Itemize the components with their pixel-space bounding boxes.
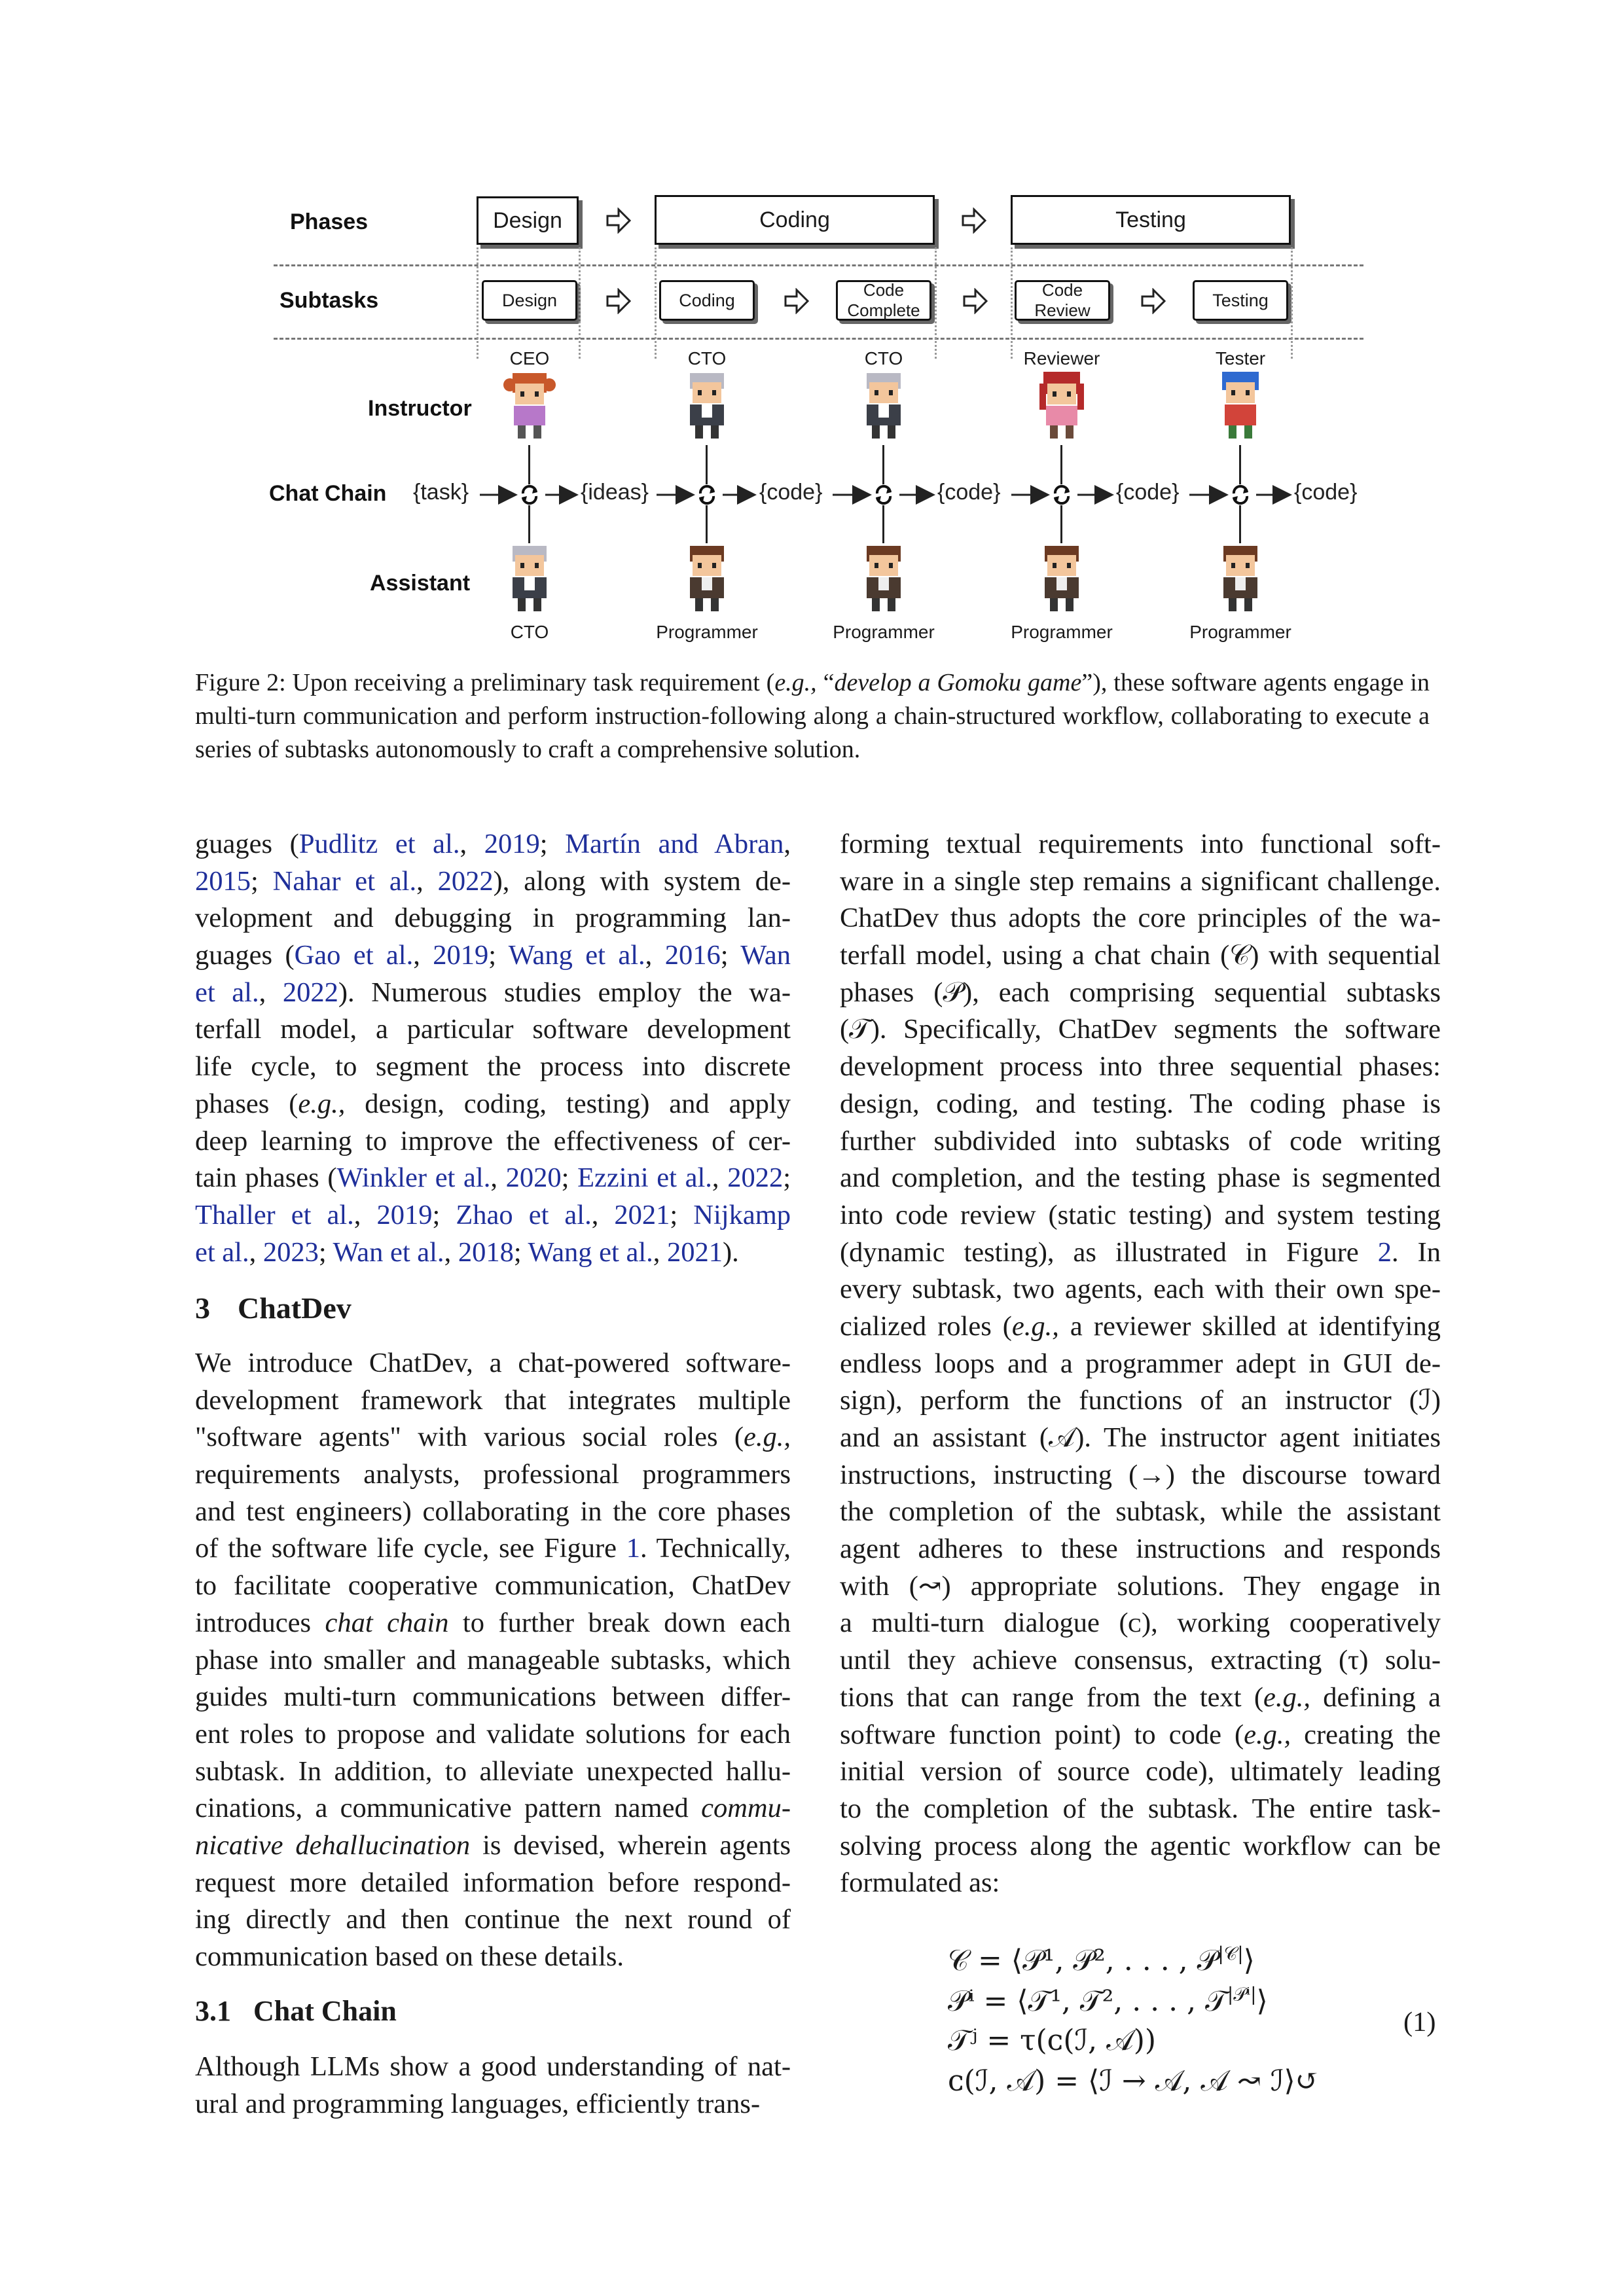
text-run: , — [249, 1236, 263, 1268]
phase-design: Design — [477, 196, 579, 245]
text-line — [840, 1828, 1441, 1865]
text-run: ChatDev thus adopts the core principles of the wa- — [840, 903, 1441, 934]
text-run: into code review (static testing) and system testing — [840, 1199, 1441, 1230]
citation-link[interactable]: 2022 — [727, 1162, 784, 1194]
cycle-icon — [1229, 483, 1252, 507]
text-run: guides multi-turn communications between differ- — [195, 1681, 791, 1713]
text-line — [840, 1160, 1441, 1197]
chain-task: {task} — [413, 480, 469, 505]
text-run: initial version of source code), ultimately leading — [840, 1756, 1441, 1787]
instructor-role: CTO — [864, 348, 903, 368]
text-line — [195, 1419, 791, 1456]
assistant-role: Programmer — [1011, 622, 1113, 642]
text-line — [195, 1456, 791, 1494]
figure-2 — [0, 0, 1624, 655]
text-run: and completion, and the testing phase is segmented — [840, 1162, 1441, 1194]
text-run: to facilitate cooperative communication, ChatDev — [195, 1570, 791, 1602]
text-run: life cycle, to segment the process into discrete — [195, 1051, 791, 1083]
text-line — [840, 1457, 1441, 1494]
text-line — [840, 826, 1441, 863]
text-line — [840, 1308, 1441, 1346]
text-run: to further break down each — [448, 1607, 791, 1638]
equation-line — [948, 1983, 1268, 2018]
citation-link[interactable]: Wang et al. — [528, 1236, 653, 1268]
subsection-number: 3.1 — [195, 1995, 231, 2027]
text-line — [195, 1530, 791, 1568]
subtask-coding: Coding — [659, 280, 755, 321]
text-run: , — [712, 1162, 728, 1194]
text-run: ; — [670, 1199, 694, 1230]
text-run: tain phases ( — [195, 1162, 337, 1194]
text-run: with (↝) appropriate solutions. They engage in — [840, 1570, 1441, 1602]
text-line — [840, 900, 1441, 937]
programmer-avatar-icon — [1036, 543, 1088, 615]
text-line — [195, 1753, 791, 1791]
text-line — [195, 1494, 791, 1531]
chain-code: {code} — [1116, 480, 1180, 505]
citation-link[interactable]: 2022 — [282, 977, 338, 1008]
citation-link[interactable]: 2015 — [195, 865, 251, 897]
text-line — [840, 1568, 1441, 1605]
text-line — [195, 1939, 791, 1976]
instructor-role: CEO — [509, 348, 550, 368]
citation-link[interactable]: Ezzini et al. — [577, 1162, 712, 1194]
citation-link[interactable]: 2020 — [505, 1162, 562, 1194]
text-run: . In — [1392, 1236, 1441, 1268]
equation-number: (1) — [1403, 2007, 1436, 2037]
text-run: solving process along the agentic workflow can be — [840, 1830, 1441, 1861]
text-run: , — [259, 977, 283, 1008]
text-run: (dynamic testing), as illustrated in Figure — [840, 1236, 1378, 1268]
text-run: , — [416, 865, 438, 897]
text-line — [195, 1234, 791, 1272]
text-line — [195, 1716, 791, 1753]
text-run: We introduce ChatDev, a chat-powered software- — [195, 1348, 791, 1378]
text-line — [195, 1197, 791, 1234]
section-heading — [195, 1291, 352, 1325]
equation-line — [948, 1943, 1255, 1977]
text-line — [195, 1901, 791, 1939]
text-run: forming textual requirements into functional soft- — [840, 829, 1441, 859]
instructor-role: CTO — [687, 348, 727, 368]
text-run: , — [353, 1199, 377, 1230]
text-line — [840, 1753, 1441, 1791]
text-run: guages ( — [195, 940, 295, 971]
text-run: sign), perform the functions of an instructor (ℐ) — [840, 1385, 1441, 1416]
text-run: phases (𝒫), each comprising sequential subtasks — [840, 977, 1441, 1008]
text-run: design, coding, testing) and apply — [345, 1088, 791, 1119]
citation-link[interactable]: Pudlitz et al. — [298, 829, 460, 859]
figure-caption: Figure 2: Upon receiving a preliminary task requirement (e.g., “develop a Gomoku game”), these software agents engage in multi-turn communication and perform instruction-following along a chain-structured workflow, collaborating to execute a series of subtasks autonomously to craft a comprehensive solution. — [195, 669, 1430, 763]
row-label-phases: Phases — [290, 209, 369, 234]
right-paragraph — [840, 826, 1441, 1902]
text-line — [840, 1086, 1441, 1123]
text-run: defining a — [1310, 1681, 1441, 1713]
text-run: ; — [318, 1236, 333, 1268]
citation-link[interactable]: 2 — [1377, 1236, 1392, 1268]
text-line — [840, 1011, 1441, 1049]
text-run: ; — [488, 940, 509, 971]
text-line — [195, 863, 791, 901]
text-run: , — [591, 1199, 615, 1230]
text-line — [840, 1605, 1441, 1642]
emphasis-text: e.g., — [1263, 1681, 1310, 1713]
citation-link[interactable]: 2022 — [437, 865, 494, 897]
emphasis-text: chat chain — [325, 1607, 449, 1638]
section-number: 3 — [195, 1291, 210, 1325]
text-line — [195, 1827, 791, 1865]
text-run: (𝒯). Specifically, ChatDev segments the software — [840, 1014, 1441, 1045]
equation-1d: ᴄ(ℐ, 𝒜) = ⟨ℐ → 𝒜, 𝒜 ↝ ℐ⟩↺ — [948, 2064, 1320, 2098]
text-run: endless loops and a programmer adept in GUI de- — [840, 1348, 1441, 1379]
text-run: of the software life cycle, see Figure — [195, 1533, 626, 1564]
text-run: . Technically, — [640, 1533, 791, 1564]
subsection-title: Chat Chain — [253, 1995, 397, 2027]
text-run: formulated as: — [840, 1867, 1000, 1899]
text-line — [195, 1049, 791, 1086]
text-run: ent roles to propose and validate solutions for each — [195, 1718, 791, 1749]
text-run: ). Numerous studies employ the wa- — [338, 977, 791, 1008]
emphasis-text: commu- — [701, 1793, 791, 1824]
text-line — [840, 1420, 1441, 1457]
text-run: ; — [539, 829, 566, 859]
row-label-instructor: Instructor — [368, 396, 472, 421]
text-line — [840, 1382, 1441, 1420]
text-line — [195, 2086, 791, 2123]
text-line — [840, 975, 1441, 1012]
subtask-code-complete: Code Complete — [836, 280, 931, 321]
text-line — [840, 1197, 1441, 1234]
text-run: , — [444, 1236, 458, 1268]
text-line — [840, 1865, 1441, 1902]
text-run: , — [653, 1236, 668, 1268]
chain-code: {code} — [937, 480, 1001, 505]
text-run: , — [490, 1162, 506, 1194]
text-line — [195, 1123, 791, 1160]
emphasis-text: e.g., — [1011, 1310, 1059, 1342]
emphasis-text: nicative dehallucination — [195, 1829, 471, 1861]
equation-1c: 𝒯ʲ = τ(ᴄ(ℐ, 𝒜)) — [948, 2024, 1157, 2057]
text-run: , — [645, 940, 665, 971]
subsection-heading — [195, 1994, 397, 2028]
citation-link[interactable]: Nahar et al. — [272, 865, 417, 897]
cycle-icon — [518, 483, 541, 507]
left-paragraph-chat-chain — [195, 2049, 791, 2123]
emphasis-text: e.g., — [744, 1422, 791, 1453]
text-run: request more detailed information before respond- — [195, 1867, 791, 1898]
text-line — [840, 1123, 1441, 1160]
text-line — [195, 1568, 791, 1605]
text-run: design, coding, and testing. The coding phase is — [840, 1088, 1441, 1119]
text-run: phases ( — [195, 1088, 298, 1119]
text-run: , — [784, 829, 791, 859]
citation-link[interactable]: 2019 — [376, 1199, 433, 1230]
text-run: until they achieve consensus, extracting (τ) solu- — [840, 1645, 1441, 1676]
row-label-chat-chain: Chat Chain — [269, 481, 387, 506]
text-run: cialized roles ( — [840, 1310, 1012, 1342]
text-run: velopment and debugging in programming lan- — [195, 903, 791, 934]
citation-link[interactable]: Wan — [740, 940, 791, 971]
chain-arrows — [0, 0, 1624, 655]
subtask-code-review: Code Review — [1015, 280, 1110, 321]
text-line — [840, 1717, 1441, 1754]
cto-avatar-icon — [503, 543, 556, 615]
text-run: every subtask, two agents, each with their own spe- — [840, 1274, 1441, 1305]
citation-link[interactable]: 2019 — [484, 829, 540, 859]
emphasis-text: e.g., — [298, 1088, 346, 1119]
citation-link[interactable]: Wan et al. — [333, 1236, 444, 1268]
text-line — [840, 1271, 1441, 1308]
programmer-avatar-icon — [857, 543, 910, 615]
left-paragraph-related-work — [195, 826, 791, 1271]
assistant-role: Programmer — [833, 622, 935, 642]
subtask-design: Design — [482, 280, 577, 321]
text-run: terfall model, a particular software development — [195, 1014, 791, 1045]
text-line — [840, 937, 1441, 975]
text-run: ; — [561, 1162, 578, 1194]
phase-coding: Coding — [655, 195, 935, 245]
text-line — [195, 1086, 791, 1123]
citation-link[interactable]: 2019 — [433, 940, 489, 971]
chain-ideas: {ideas} — [581, 480, 649, 505]
citation-link[interactable]: 2023 — [262, 1236, 319, 1268]
text-line — [840, 863, 1441, 901]
text-line — [195, 1011, 791, 1049]
text-run: , — [460, 829, 484, 859]
text-line — [840, 1049, 1441, 1086]
text-line — [840, 1234, 1441, 1272]
equation-line — [948, 2024, 1156, 2057]
phase-testing: Testing — [1011, 195, 1291, 245]
citation-link[interactable]: 2018 — [458, 1236, 514, 1268]
text-run: the completion of the subtask, while the assistant — [840, 1496, 1441, 1528]
text-run: communication based on these details. — [195, 1941, 624, 1972]
text-line — [195, 1642, 791, 1679]
text-run: deep learning to improve the effectiveness of cer- — [195, 1125, 791, 1157]
citation-link[interactable]: et al. — [195, 1236, 249, 1268]
cycle-icon — [872, 483, 895, 507]
text-run: and test engineers) collaborating in the core phases — [195, 1496, 791, 1527]
text-run: guages ( — [195, 829, 299, 859]
subtask-testing: Testing — [1193, 280, 1288, 321]
text-run: a reviewer skilled at identifying — [1058, 1310, 1441, 1342]
text-run: phase into smaller and manageable subtasks, which — [195, 1644, 791, 1676]
text-run: creating the — [1291, 1719, 1441, 1750]
text-line — [195, 2049, 791, 2086]
text-run: ural and programming languages, efficiently trans- — [195, 2088, 761, 2119]
text-run: ; — [720, 940, 741, 971]
text-run: "software agents" with various social roles ( — [195, 1422, 744, 1453]
text-run: and an assistant (𝒜). The instructor agent initiates — [840, 1422, 1441, 1453]
assistant-role: CTO — [510, 622, 549, 642]
text-run: further subdivided into subtasks of code writing — [840, 1125, 1441, 1157]
text-run: software function point) to code ( — [840, 1719, 1244, 1750]
text-line — [195, 1160, 791, 1197]
citation-link[interactable]: Wang et al. — [508, 940, 645, 971]
citation-link[interactable]: 2021 — [667, 1236, 723, 1268]
text-line — [195, 1345, 791, 1382]
text-line — [840, 1679, 1441, 1717]
text-run: ; — [251, 865, 273, 897]
text-run: ; — [513, 1236, 528, 1268]
text-run: a multi-turn dialogue (ᴄ), working cooperatively — [840, 1607, 1441, 1639]
citation-link[interactable]: 2021 — [614, 1199, 670, 1230]
emphasis-text: e.g., — [1244, 1719, 1291, 1750]
assistant-role: Programmer — [1189, 622, 1291, 642]
text-run: terfall model, using a chat chain (𝒞) with sequential — [840, 940, 1441, 971]
text-run: ; — [432, 1199, 456, 1230]
text-run: instructions, instructing (→) the discourse toward — [840, 1459, 1441, 1490]
text-line — [840, 1791, 1441, 1828]
text-run: ). — [723, 1236, 739, 1268]
text-run: Although LLMs show a good understanding of nat- — [195, 2051, 791, 2082]
text-run: requirements analysts, professional programmers — [195, 1459, 791, 1490]
text-line — [195, 937, 791, 975]
cycle-icon — [695, 483, 719, 507]
text-run: cinations, a communicative pattern named — [195, 1793, 702, 1824]
citation-link[interactable]: et al. — [195, 977, 259, 1008]
row-label-subtasks: Subtasks — [280, 288, 379, 313]
equation-1a: 𝒞 = ⟨𝒫¹, 𝒫², . . . , 𝒫$^{|𝒞|}$⟩ — [948, 1943, 1255, 1977]
text-run: development framework that integrates multiple — [195, 1384, 791, 1416]
text-line — [840, 1642, 1441, 1679]
instructor-role: Tester — [1215, 348, 1266, 368]
programmer-avatar-icon — [681, 543, 733, 615]
text-line — [195, 975, 791, 1012]
assistant-role: Programmer — [656, 622, 758, 642]
text-run: ing directly and then continue the next round of — [195, 1904, 791, 1935]
chain-code: {code} — [759, 480, 823, 505]
text-line — [840, 1531, 1441, 1568]
text-line — [195, 900, 791, 937]
text-run: ware in a single step remains a significant challenge. — [840, 865, 1441, 897]
text-run: development process into three sequential phases: — [840, 1051, 1441, 1083]
citation-link[interactable]: Thaller et al. — [195, 1199, 354, 1230]
text-run: , — [413, 940, 433, 971]
citation-link[interactable]: Zhao et al. — [456, 1199, 592, 1230]
text-line — [195, 1382, 791, 1420]
text-line — [195, 1790, 791, 1827]
citation-link[interactable]: Nijkamp — [693, 1199, 791, 1230]
citation-link[interactable]: Gao et al. — [294, 940, 414, 971]
text-line — [840, 1494, 1441, 1531]
programmer-avatar-icon — [1214, 543, 1267, 615]
text-run: agent adheres to these instructions and responds — [840, 1534, 1441, 1565]
text-line — [840, 1346, 1441, 1383]
text-line — [195, 1865, 791, 1902]
instructor-role: Reviewer — [1023, 348, 1100, 368]
cycle-icon — [1050, 483, 1074, 507]
citation-link[interactable]: 1 — [626, 1533, 640, 1564]
chain-code: {code} — [1294, 480, 1358, 505]
row-label-assistant: Assistant — [370, 571, 471, 596]
citation-link[interactable]: Martín and Abran — [565, 829, 784, 859]
text-line — [195, 1679, 791, 1716]
section-title: ChatDev — [238, 1291, 352, 1325]
left-paragraph-chatdev — [195, 1345, 791, 1976]
text-line — [195, 1605, 791, 1642]
citation-link[interactable]: Winkler et al. — [336, 1162, 491, 1194]
text-run: tions that can range from the text ( — [840, 1681, 1263, 1713]
text-run: introduces — [195, 1607, 325, 1638]
citation-link[interactable]: 2016 — [664, 940, 721, 971]
text-run: subtask. In addition, to alleviate unexpected hallu- — [195, 1755, 791, 1787]
equation-1b: 𝒫ⁱ = ⟨𝒯¹, 𝒯², . . . , 𝒯$^{|𝒫^i|}$⟩ — [948, 1983, 1268, 2018]
text-run: is devised, wherein agents — [470, 1829, 791, 1861]
text-run: to the completion of the subtask. The entire task- — [840, 1793, 1441, 1824]
text-line — [195, 826, 791, 863]
equation-line — [948, 2064, 1320, 2098]
text-run: ; — [783, 1162, 791, 1194]
text-run: ), along with system de- — [493, 865, 791, 897]
